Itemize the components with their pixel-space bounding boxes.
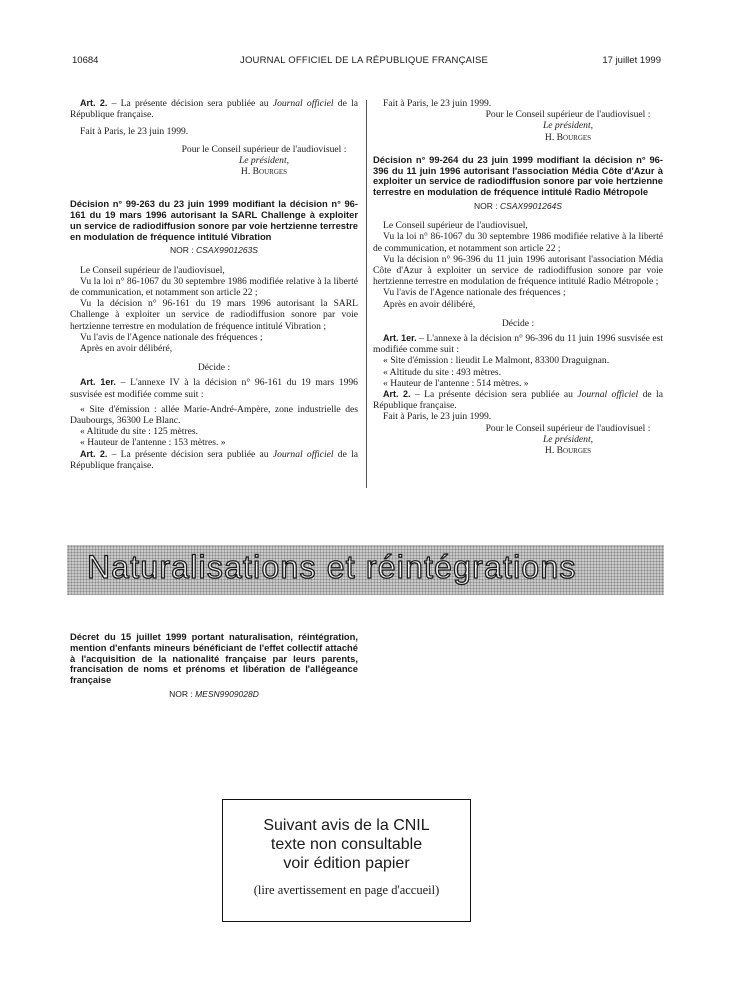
article-1-paragraph — [70, 377, 358, 399]
issue-date: 17 juillet 1999 — [602, 55, 661, 66]
nor-label: NOR : — [170, 245, 197, 256]
section-banner-title: Naturalisations et réintégrations — [87, 549, 577, 585]
journal-name: Journal officiel — [272, 98, 334, 109]
decision-title: Décision n° 99-263 du 23 juin 1999 modifiant la décision n° 96-161 du 19 mars 1996 autorisant la SARL Challenge à exploiter un service de radiodiffusion sonore par voie hertzienne terrestre en modulation de fréquence intitulé Vibration — [70, 198, 358, 242]
article-text: – L'annexe IV à la décision n° 96-161 du 19 mars 1996 susvisée est modifiée comme suit : — [70, 377, 358, 400]
quote-line: « Hauteur de l'antenne : 153 mètres. » — [80, 437, 226, 449]
article-label: Art. 2. — [80, 98, 108, 108]
quote-line: « Altitude du site : 493 mètres. — [383, 366, 502, 378]
journal-name: Journal officiel — [272, 448, 334, 460]
cnil-note: (lire avertissement en page d'accueil) — [253, 883, 440, 897]
decision-title: Décision n° 99-264 du 23 juin 1999 modifiant la décision n° 96-396 du 11 juin 1996 autorisant l'association Média Côte d'Azur à exploiter un service de radiodiffusion sonore par voie hertzienne terrestre en modulation de fréquence intitulé Radio Métropole — [373, 153, 663, 198]
page-number: 10684 — [72, 55, 99, 66]
name-initial: H. — [240, 166, 253, 178]
decide-heading: Décide : — [501, 317, 535, 329]
role-text: Le président, — [238, 154, 290, 166]
article-label: Art. 2. — [80, 448, 108, 459]
preamble-line: Le Conseil supérieur de l'audiovisuel, — [80, 264, 225, 276]
quote-line: « Hauteur de l'antenne : 514 mètres. » — [383, 377, 529, 389]
signature-role — [170, 155, 358, 166]
preamble-line: Vu la loi n° 86-1067 du 30 septembre 1986 modifiée relative à la liberté de communication, et notamment son article 22 ; — [70, 275, 358, 299]
quote-line: « Altitude du site : 125 mètres. — [80, 426, 199, 438]
preamble-line: Vu l'avis de l'Agence nationale des fréquences ; — [383, 287, 566, 299]
done-at-paris: Fait à Paris, le 23 juin 1999. — [383, 98, 492, 109]
section-banner — [67, 545, 664, 595]
preamble-line: Le Conseil supérieur de l'audiovisuel, — [383, 220, 528, 232]
article-1-paragraph — [373, 333, 663, 355]
cnil-line-3: voir édition papier — [283, 855, 410, 872]
article-2-paragraph — [70, 449, 358, 471]
preamble-line: Vu la décision n° 96-396 du 11 juin 1996 autorisant l'association Média Côte d'Azur à exploiter un service de radiodiffusion sonore par voie hertzienne terrestre en modulation de fréquence intitulé Radio Métropole ; — [373, 253, 663, 288]
signature-role — [473, 434, 663, 445]
article-2-paragraph — [70, 98, 358, 120]
signature-role — [473, 120, 663, 131]
signature-for: Pour le Conseil supérieur de l'audiovisuel : — [181, 143, 347, 155]
nor-code: CSAX9901264S — [500, 201, 562, 211]
done-at-paris: Fait à Paris, le 23 juin 1999. — [383, 411, 492, 423]
article-2-paragraph — [373, 389, 663, 411]
preamble-line: Après en avoir délibéré, — [383, 298, 476, 310]
name-initial: H. — [544, 131, 557, 143]
article-text: de la République française. — [70, 98, 358, 121]
signature-for: Pour le Conseil supérieur de l'audiovisuel : — [485, 109, 651, 121]
nor-code: MESN9909028D — [195, 689, 259, 699]
name-text: Bourges — [556, 131, 592, 143]
name-initial: H. — [544, 445, 557, 457]
preamble-line: Vu la décision n° 96-161 du 19 mars 1996 autorisant la SARL Challenge à exploiter un service de radiodiffusion sonore par voie hertzienne terrestre en modulation de fréquence intitulé Vibration ; — [70, 298, 358, 332]
quote-line: « Site d'émission : allée Marie-André-Ampère, zone industrielle des Daubourgs, 36300 Le Blanc. — [70, 403, 358, 427]
signature-name — [473, 132, 663, 143]
cnil-line-1: Suivant avis de la CNIL — [263, 817, 430, 834]
role-text: Le président, — [542, 120, 594, 132]
journal-title: JOURNAL OFFICIEL DE LA RÉPUBLIQUE FRANÇAISE — [240, 55, 489, 66]
signature-for: Pour le Conseil supérieur de l'audiovisuel : — [485, 422, 651, 434]
signature-block — [473, 423, 663, 457]
name-text: Bourges — [252, 166, 288, 178]
article-label: Art. 2. — [383, 389, 411, 400]
article-text: – L'annexe à la décision n° 96-396 du 11 juin 1996 susvisée est modifiée comme suit : — [373, 333, 663, 356]
quote-line: « Site d'émission : lieudit Le Malmont, 83300 Draguignan. — [383, 355, 610, 367]
signature-name — [473, 445, 663, 456]
preamble-line: Vu l'avis de l'Agence nationale des fréquences ; — [80, 331, 263, 343]
article-text: – La présente décision sera publiée au — [107, 98, 273, 109]
right-column — [373, 98, 663, 456]
done-at-paris: Fait à Paris, le 23 juin 1999. — [80, 126, 189, 138]
article-text: – La présente décision sera publiée au — [107, 448, 273, 460]
column-divider — [366, 100, 367, 488]
decree-title: Décret du 15 juillet 1999 portant naturalisation, réintégration, mention d'enfants mineurs bénéficiant de l'effet collectif attaché à l'acquisition de la nationalité française par leurs parents, francisation de noms et prénoms et libération de l'allégeance française — [70, 631, 358, 686]
nor-label: NOR : — [169, 689, 196, 699]
journal-name: Journal officiel — [577, 389, 639, 401]
article-text: de la République française. — [70, 448, 358, 471]
article-label: Art. 1er. — [383, 333, 417, 344]
cnil-notice-box — [222, 799, 471, 922]
decide-heading: Décide : — [197, 362, 231, 374]
signature-name — [170, 166, 358, 177]
nor-code: CSAX9901263S — [196, 245, 258, 256]
article-text: – La présente décision sera publiée au — [410, 389, 578, 401]
article-text: de la République française. — [373, 389, 663, 412]
nor-reference — [70, 245, 358, 256]
cnil-line-2: texte non consultable — [270, 836, 423, 853]
left-column — [70, 98, 358, 471]
nor-label: NOR : — [474, 201, 501, 211]
nor-reference — [373, 201, 663, 212]
page-header — [0, 55, 731, 69]
role-text: Le président, — [542, 433, 594, 445]
name-text: Bourges — [556, 445, 592, 457]
signature-block — [473, 109, 663, 143]
article-label: Art. 1er. — [80, 377, 116, 388]
nor-reference — [70, 689, 358, 699]
signature-block — [170, 144, 358, 178]
preamble-line: Vu la loi n° 86-1067 du 30 septembre 1986 modifiée relative à la liberté de communication, et notamment son article 22 ; — [373, 231, 663, 254]
preamble-line: Après en avoir délibéré, — [80, 343, 173, 355]
